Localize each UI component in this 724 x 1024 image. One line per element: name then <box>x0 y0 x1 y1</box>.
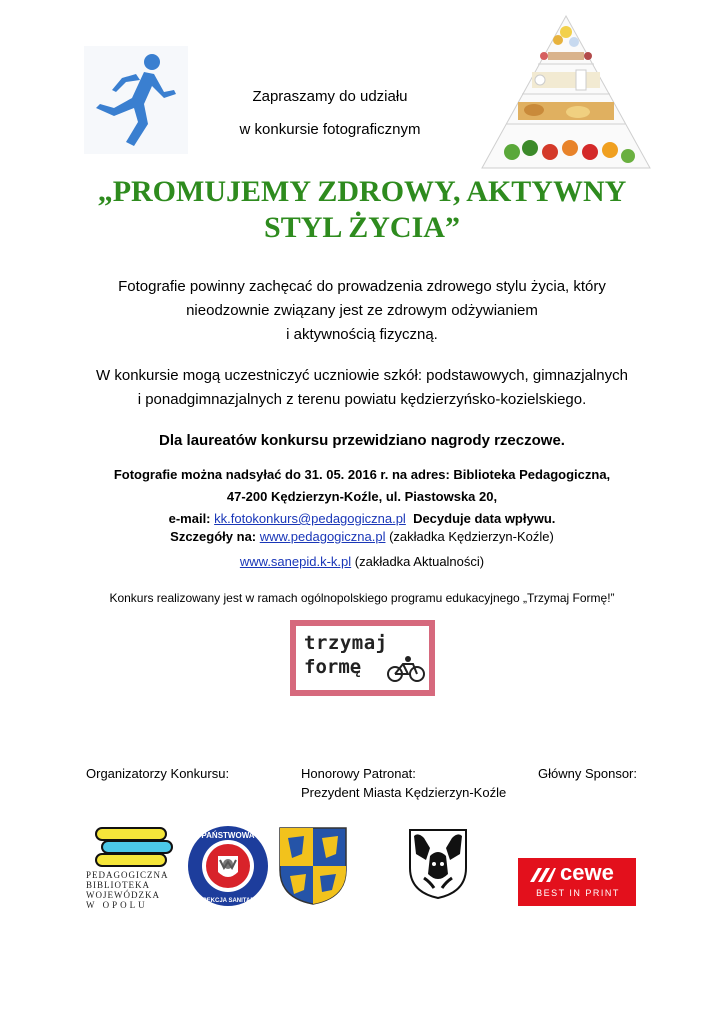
email-link[interactable]: kk.fotokonkurs@pedagogiczna.pl <box>214 511 406 526</box>
contest-title-line-2: STYL ŻYCIA” <box>264 211 460 244</box>
description-line-2: nieodzownie związany jest ze zdrowym odżywianiem <box>186 302 538 319</box>
participants-line-2: i ponadgimnazjalnych z terenu powiatu kędzierzyńsko-kozielskiego. <box>137 391 587 408</box>
submission-info <box>40 464 684 530</box>
details-label: Szczegóły na: <box>170 529 260 544</box>
sanepid-logo <box>186 824 270 908</box>
details-line-2 <box>40 551 684 573</box>
prizes-text: Dla laureatów konkursu przewidziano nagrody rzeczowe. <box>159 432 565 449</box>
intro-line-2: w konkursie fotograficznym <box>239 121 421 138</box>
food-pyramid-image <box>478 12 654 172</box>
trzymaj-forme-logo <box>290 620 435 696</box>
pbw-line-1: PEDAGOGICZNA <box>86 870 169 880</box>
email-label: e-mail: <box>168 511 215 526</box>
pbw-logo <box>84 822 184 912</box>
sanepid-link[interactable]: www.sanepid.k-k.pl <box>239 554 352 569</box>
submission-line-1: Fotografie można nadsyłać do 31. 05. 2016 r. na adres: Biblioteka Pedagogiczna, <box>113 467 611 482</box>
program-note: Konkurs realizowany jest w ramach ogólnopolskiego programu edukacyjnego „Trzymaj Formę!” <box>109 591 615 605</box>
cewe-logo <box>518 858 636 906</box>
submission-line-2: 47-200 Kędzierzyn-Koźle, ul. Piastowska 20, <box>226 489 498 504</box>
contest-title <box>40 174 684 246</box>
city-coat-of-arms <box>408 828 468 900</box>
cewe-tagline: BEST IN PRINT <box>536 888 620 898</box>
cewe-mark-icon <box>528 866 556 884</box>
sanepid-bottom-text: INSPEKCJA SANITARNA <box>192 898 264 904</box>
pbw-line-4: W OPOLU <box>86 900 148 910</box>
contest-title-line-1: „PROMUJEMY ZDROWY, AKTYWNY <box>97 175 627 208</box>
description-line-1: Fotografie powinny zachęcać do prowadzenia zdrowego stylu życia, który <box>118 278 606 295</box>
patron-label: Honorowy Patronat: <box>301 766 416 781</box>
runner-icon <box>84 46 188 154</box>
trzymaj-forme-word-1: trzymaj <box>304 632 388 654</box>
participants-line-1: W konkursie mogą uczestniczyć uczniowie szkół: podstawowych, gimnazjalnych <box>96 367 628 384</box>
trzymaj-forme-word-2: formę <box>304 656 362 678</box>
cewe-name: cewe <box>560 860 614 885</box>
books-icon <box>94 826 184 870</box>
organizers-label: Organizatorzy Konkursu: <box>86 766 230 781</box>
sanepid-top-text: PAŃSTWOWA <box>201 831 255 840</box>
email-note: Decyduje data wpływu. <box>413 511 556 526</box>
description <box>40 275 684 347</box>
patron-name: Prezydent Miasta Kędzierzyn-Koźle <box>301 785 507 800</box>
pbw-line-3: WOJEWÓDZKA <box>86 890 160 900</box>
details-line-1 <box>40 526 684 548</box>
pbw-line-2: BIBLIOTEKA <box>86 880 150 890</box>
bicycle-icon <box>386 656 426 684</box>
details-link2-note: (zakładka Aktualności) <box>351 554 485 569</box>
pedagogiczna-link[interactable]: www.pedagogiczna.pl <box>259 529 386 544</box>
intro-line-1: Zapraszamy do udziału <box>252 88 408 105</box>
sponsor-label: Główny Sponsor: <box>538 766 637 781</box>
participants <box>40 364 684 412</box>
powiat-coat-of-arms <box>278 826 348 906</box>
details-link1-note: (zakładka Kędzierzyn-Koźle) <box>385 529 554 544</box>
description-line-3: i aktywnością fizyczną. <box>286 326 438 343</box>
